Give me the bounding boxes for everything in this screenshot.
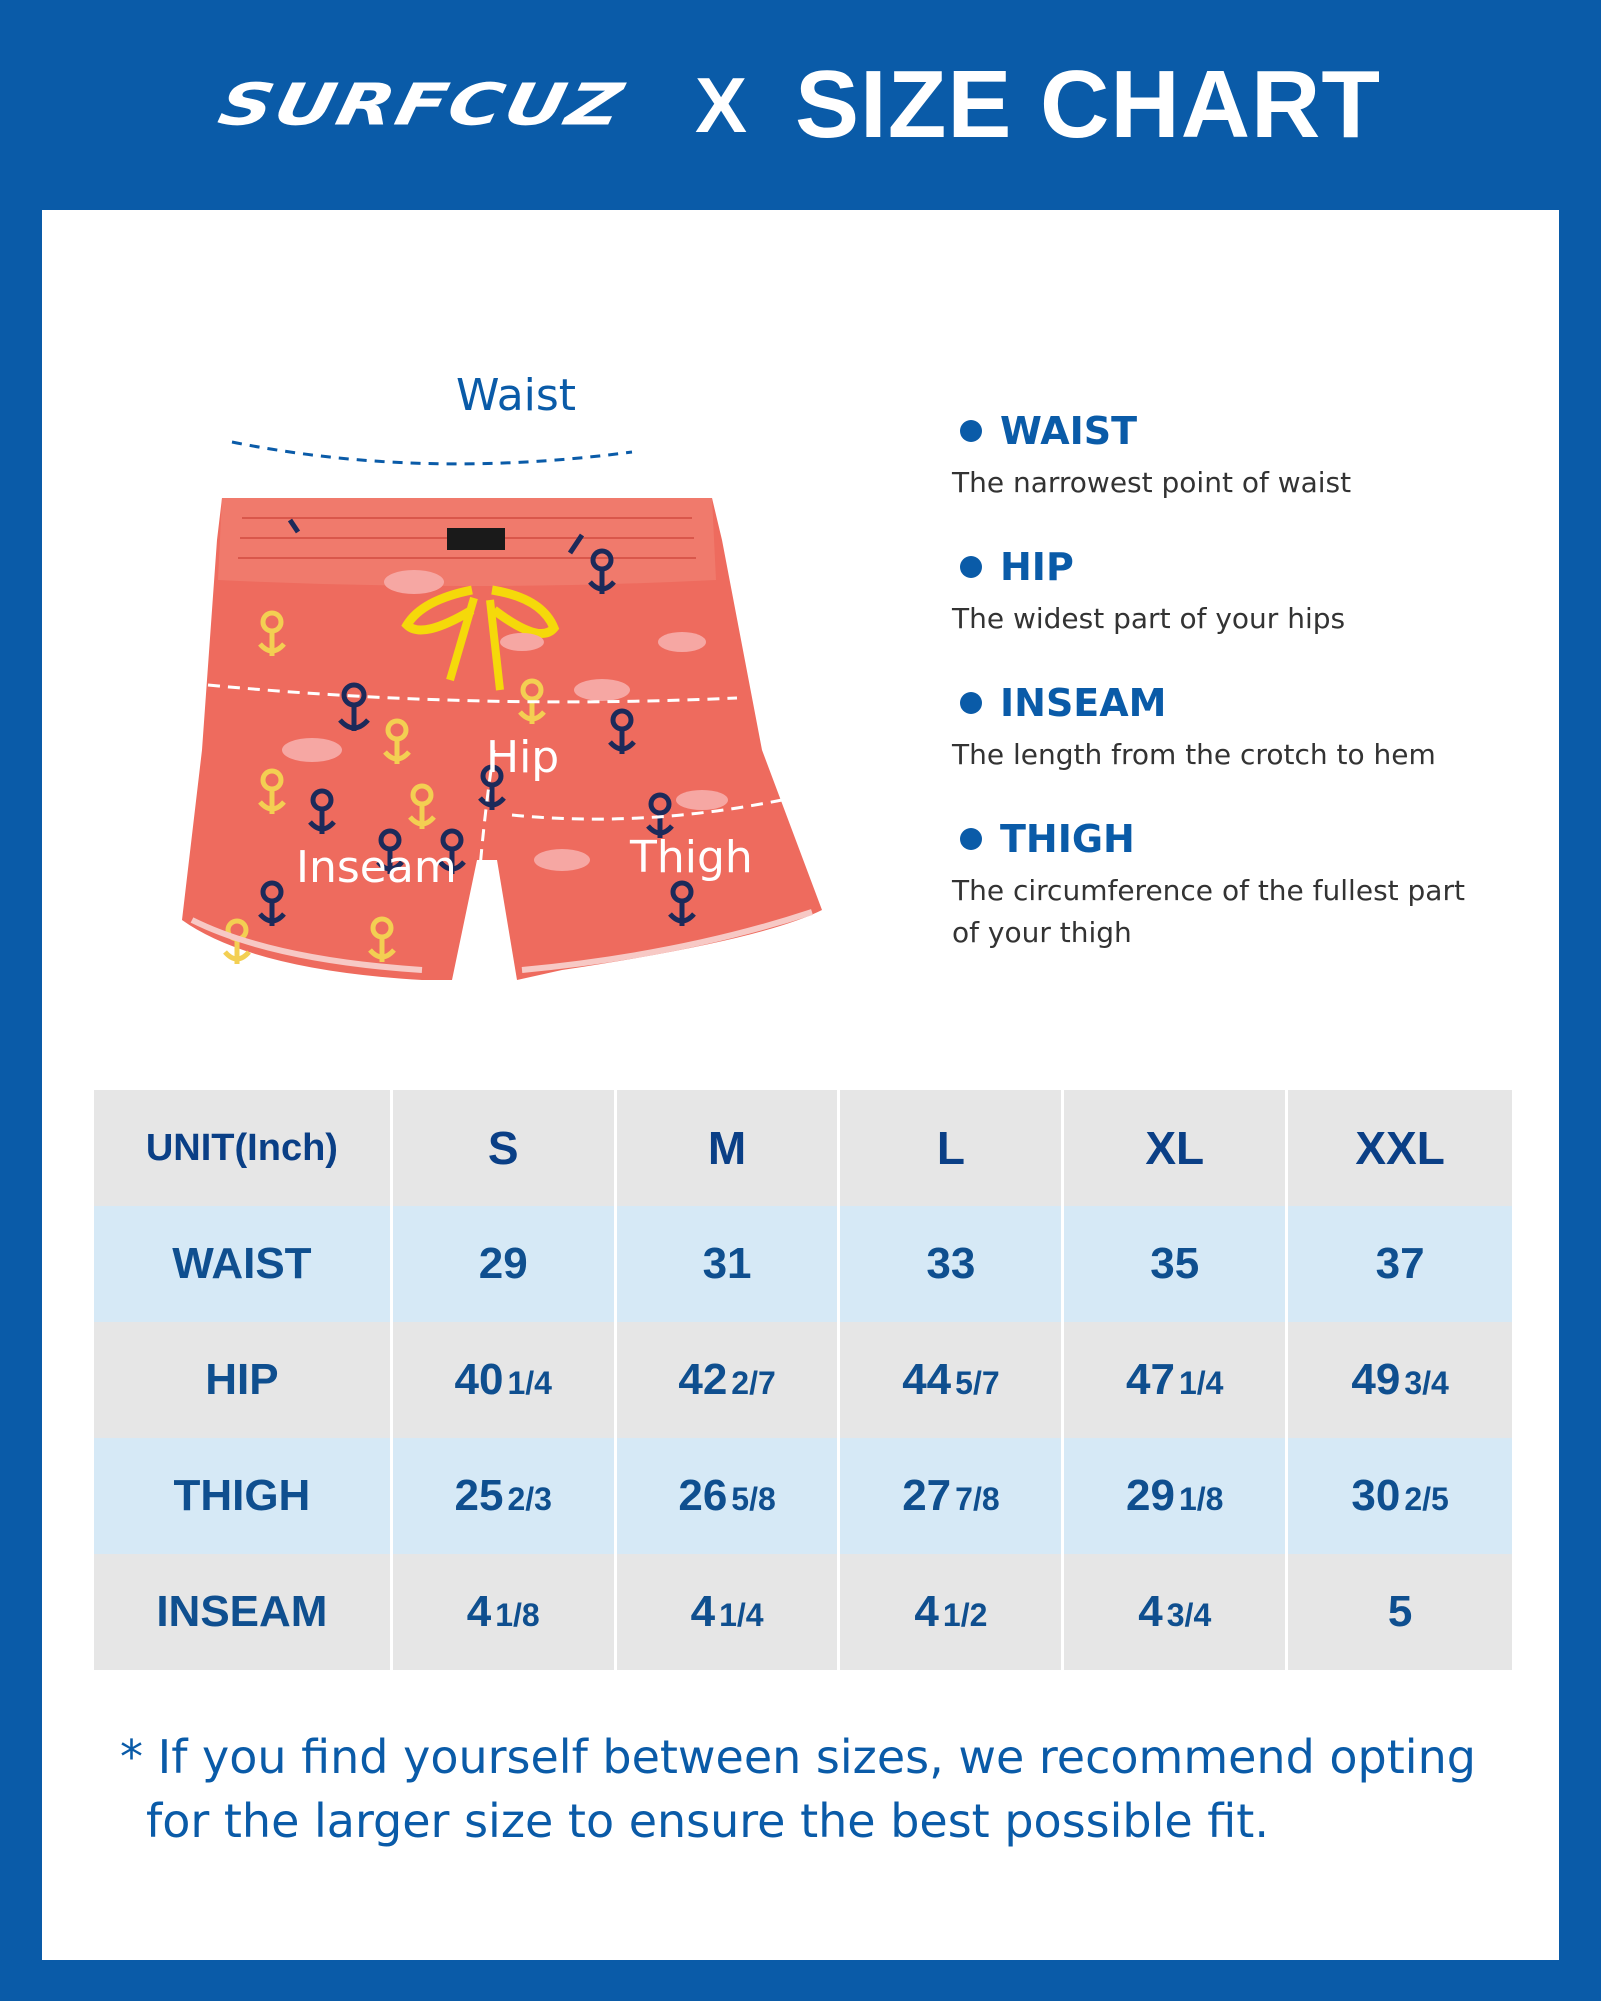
table-cell (1288, 1322, 1512, 1438)
table-cell (1288, 1438, 1512, 1554)
size-table (94, 1090, 1512, 1670)
definition-text: The circumference of the fullest part of your thigh (952, 874, 1465, 949)
size-header: M (617, 1090, 841, 1206)
measurement-value (467, 1587, 540, 1637)
value-fraction: 1/8 (1178, 1481, 1224, 1517)
value-fraction: 7/8 (955, 1481, 1000, 1517)
value-whole: 49 (1351, 1355, 1401, 1404)
measurement-value (455, 1355, 552, 1405)
table-cell (1064, 1206, 1288, 1322)
value-whole: 42 (678, 1355, 728, 1404)
definition-title: THIGH (1000, 817, 1135, 861)
brand-logo: SURFCUZ (212, 71, 631, 139)
table-cell (840, 1438, 1064, 1554)
table-cell (617, 1554, 841, 1670)
unit-header: UNIT(Inch) (94, 1090, 393, 1206)
header (0, 0, 1601, 210)
sizing-note (120, 1725, 1520, 1853)
value-fraction: 3/4 (1404, 1365, 1449, 1401)
measurement-value (479, 1239, 528, 1289)
value-fraction: 5/7 (955, 1365, 1000, 1401)
value-whole: 35 (1150, 1239, 1200, 1288)
table-cell (617, 1322, 841, 1438)
table-row (94, 1438, 1512, 1554)
table-cell (393, 1322, 617, 1438)
value-fraction: 3/4 (1166, 1597, 1212, 1633)
row-label: THIGH (94, 1438, 393, 1554)
table-cell (393, 1438, 617, 1554)
measurement-value (1126, 1355, 1223, 1405)
bullet-icon (960, 420, 982, 442)
table-cell (840, 1322, 1064, 1438)
definition-waist (952, 408, 1552, 504)
value-fraction: 1/4 (719, 1597, 764, 1633)
value-whole: 26 (678, 1471, 728, 1520)
value-fraction: 1/4 (1178, 1365, 1224, 1401)
table-cell (1064, 1322, 1288, 1438)
table-cell (1288, 1554, 1512, 1670)
value-fraction: 2/7 (731, 1365, 776, 1401)
size-header: L (840, 1090, 1064, 1206)
definition-title: WAIST (1000, 409, 1138, 453)
table-row (94, 1206, 1512, 1322)
value-fraction: 2/5 (1404, 1481, 1449, 1517)
value-whole: 4 (914, 1587, 939, 1636)
value-fraction: 2/3 (507, 1481, 552, 1517)
table-cell (840, 1554, 1064, 1670)
measurement-value (1351, 1355, 1448, 1405)
measurement-value (902, 1355, 999, 1405)
measurement-value (902, 1471, 999, 1521)
definition-text: The narrowest point of waist (952, 466, 1352, 499)
value-whole: 5 (1387, 1587, 1413, 1636)
value-whole: 33 (926, 1239, 976, 1288)
table-cell (840, 1206, 1064, 1322)
measurement-value (703, 1239, 752, 1289)
size-header: S (393, 1090, 617, 1206)
measurement-value (1138, 1587, 1211, 1637)
table-cell (393, 1554, 617, 1670)
value-whole: 29 (1126, 1471, 1175, 1520)
measurement-value (1150, 1239, 1199, 1289)
page-title: SIZE CHART (795, 51, 1381, 158)
value-whole: 25 (454, 1471, 504, 1520)
definition-title: HIP (1000, 545, 1074, 589)
value-whole: 27 (902, 1471, 952, 1520)
table-row (94, 1554, 1512, 1670)
measurement-value (678, 1355, 775, 1405)
measurement-value (1126, 1471, 1223, 1521)
table-row (94, 1322, 1512, 1438)
content-panel (42, 210, 1559, 1960)
row-label: INSEAM (94, 1554, 393, 1670)
value-fraction: 1/4 (507, 1365, 552, 1401)
value-whole: 40 (454, 1355, 504, 1404)
table-cell (393, 1206, 617, 1322)
definition-text: The length from the crotch to hem (952, 738, 1436, 771)
size-header: XXL (1288, 1090, 1512, 1206)
value-fraction: 5/8 (731, 1481, 776, 1517)
value-whole: 47 (1126, 1355, 1175, 1404)
measurement-value (1351, 1471, 1448, 1521)
measurement-definitions (952, 408, 1552, 994)
thigh-label: Thigh (630, 832, 753, 883)
value-whole: 31 (702, 1239, 752, 1288)
measurement-value (678, 1471, 775, 1521)
definition-title: INSEAM (1000, 681, 1167, 725)
bullet-icon (960, 828, 982, 850)
size-header: XL (1064, 1090, 1288, 1206)
definition-hip (952, 544, 1552, 640)
measurement-value (1388, 1587, 1412, 1637)
note-line: * If you find yourself between sizes, we recommend opting (120, 1730, 1476, 1784)
measurement-value (455, 1471, 552, 1521)
row-label: WAIST (94, 1206, 393, 1322)
table-cell (1064, 1438, 1288, 1554)
definition-thigh (952, 816, 1552, 954)
table-header-row (94, 1090, 1512, 1206)
value-fraction: 1/2 (942, 1597, 988, 1633)
note-line: for the larger size to ensure the best possible fit. (146, 1794, 1269, 1848)
value-whole: 29 (478, 1239, 528, 1288)
value-whole: 30 (1351, 1471, 1401, 1520)
value-whole: 44 (902, 1355, 952, 1404)
definition-text: The widest part of your hips (952, 602, 1346, 635)
shorts-illustration (122, 280, 882, 1040)
hip-label: Hip (486, 732, 560, 783)
measurement-value (914, 1587, 987, 1637)
row-label: HIP (94, 1322, 393, 1438)
table-cell (1064, 1554, 1288, 1670)
inseam-label: Inseam (296, 842, 457, 893)
measurement-value (1376, 1239, 1425, 1289)
value-whole: 4 (466, 1587, 492, 1636)
value-whole: 4 (690, 1587, 716, 1636)
bullet-icon (960, 556, 982, 578)
table-cell (617, 1206, 841, 1322)
header-separator: X (694, 60, 747, 149)
value-whole: 4 (1138, 1587, 1163, 1636)
waist-label: Waist (456, 370, 577, 421)
table-cell (1288, 1206, 1512, 1322)
table-cell (617, 1438, 841, 1554)
measurement-value (691, 1587, 764, 1637)
value-whole: 37 (1375, 1239, 1425, 1288)
value-fraction: 1/8 (495, 1597, 540, 1633)
measurement-value (926, 1239, 975, 1289)
bullet-icon (960, 692, 982, 714)
definition-inseam (952, 680, 1552, 776)
